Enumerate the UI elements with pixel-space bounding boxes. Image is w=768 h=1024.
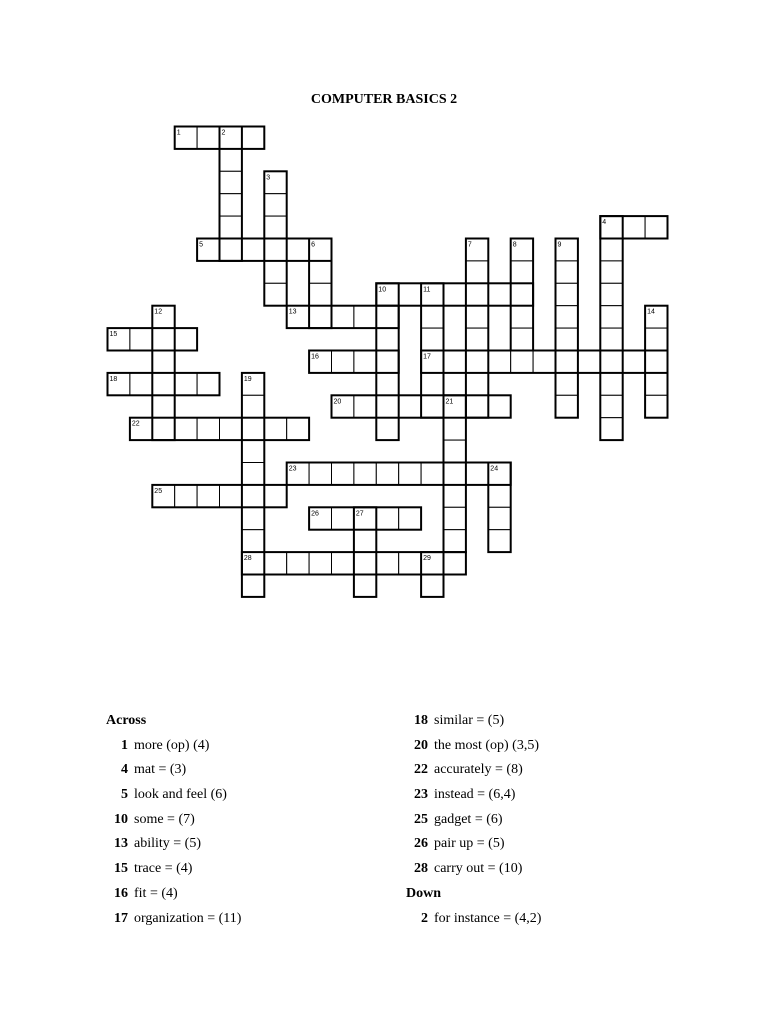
clue-number: 25 (414, 811, 428, 827)
grid-cell[interactable] (175, 418, 197, 440)
grid-cell[interactable] (578, 351, 600, 373)
clue-number-label: 6 (311, 241, 316, 249)
clue-number: 23 (414, 787, 428, 803)
grid-cell[interactable] (332, 306, 354, 328)
clue-number-label: 23 (288, 465, 297, 473)
grid-cell[interactable] (152, 373, 174, 395)
grid-cell[interactable] (376, 328, 398, 350)
clue-number-label: 2 (221, 129, 226, 137)
grid-cell[interactable] (354, 552, 376, 574)
grid-cell[interactable] (376, 507, 398, 529)
clue-number-label: 19 (243, 375, 252, 383)
clue-text: pair up = (5) (434, 836, 505, 852)
grid-cell[interactable] (645, 216, 667, 238)
grid-cell[interactable] (242, 418, 264, 440)
grid-cell[interactable] (287, 418, 309, 440)
grid-cell[interactable] (533, 351, 555, 373)
clue-text: ability = (5) (134, 836, 201, 852)
clue-number-label: 3 (266, 174, 271, 182)
clue-number-label: 27 (355, 510, 364, 518)
grid-cell[interactable] (488, 351, 510, 373)
grid-cell[interactable] (511, 351, 533, 373)
grid-cell[interactable] (645, 328, 667, 350)
grid-cell[interactable] (600, 351, 622, 373)
clue-heading: Across (106, 713, 147, 728)
grid-cell[interactable] (645, 351, 667, 373)
grid-cell[interactable] (600, 261, 622, 283)
grid-cell[interactable] (376, 373, 398, 395)
clue-number-label: 12 (154, 308, 163, 316)
clue-number-label: 9 (557, 241, 562, 249)
clue-number: 2 (421, 910, 428, 926)
clue-text: similar = (5) (434, 713, 505, 728)
page-title: COMPUTER BASICS 2 (310, 92, 458, 107)
clue-number: 4 (121, 762, 128, 778)
clue-list-left (106, 709, 396, 931)
clue-number-label: 21 (445, 398, 454, 406)
clue-item (406, 758, 706, 783)
clue-number-label: 14 (647, 308, 655, 316)
clue-item (106, 857, 396, 882)
clue-number-label: 7 (467, 241, 472, 249)
clue-number: 5 (121, 787, 128, 803)
clue-number-label: 20 (333, 398, 342, 406)
grid-cell[interactable] (264, 239, 286, 261)
grid-cell[interactable] (488, 507, 510, 529)
grid-cell[interactable] (264, 283, 286, 305)
grid-cell[interactable] (421, 373, 443, 395)
grid-cell[interactable] (220, 194, 242, 216)
grid-cell[interactable] (600, 239, 622, 261)
clue-text: the most (op) (3,5) (434, 737, 539, 753)
grid-cell[interactable] (354, 530, 376, 552)
grid-cell[interactable] (152, 395, 174, 417)
grid-cell[interactable] (466, 463, 488, 485)
grid-cell[interactable] (511, 328, 533, 350)
grid-cell[interactable] (466, 306, 488, 328)
grid-cell[interactable] (220, 418, 242, 440)
grid-cell[interactable] (600, 283, 622, 305)
grid-cell[interactable] (444, 418, 466, 440)
clue-number-label: 28 (243, 555, 252, 563)
grid-cell[interactable] (556, 373, 578, 395)
clue-number-label: 16 (311, 353, 319, 361)
grid-cell[interactable] (399, 552, 421, 574)
grid-cell[interactable] (444, 351, 466, 373)
grid-cell[interactable] (376, 395, 398, 417)
grid-cell[interactable] (444, 507, 466, 529)
clue-text: fit = (4) (134, 885, 178, 901)
grid-cell[interactable] (309, 261, 331, 283)
clue-number: 18 (414, 713, 428, 728)
grid-cell[interactable] (511, 261, 533, 283)
clue-text: carry out = (10) (434, 861, 523, 877)
clue-number: 16 (114, 885, 128, 901)
grid-cell[interactable] (264, 418, 286, 440)
clue-item (106, 734, 396, 759)
clue-item (406, 832, 706, 857)
clue-heading: Down (406, 885, 442, 901)
grid-cell[interactable] (376, 418, 398, 440)
grid-cell[interactable] (444, 283, 466, 305)
grid-cell[interactable] (264, 261, 286, 283)
clue-item (406, 808, 706, 833)
grid-cell[interactable] (556, 306, 578, 328)
grid-cell[interactable] (152, 328, 174, 350)
grid-cell[interactable] (488, 530, 510, 552)
clue-text: more (op) (4) (134, 737, 210, 753)
grid-cell[interactable] (421, 328, 443, 350)
grid-cell[interactable] (399, 395, 421, 417)
clue-number: 13 (114, 836, 128, 852)
grid-cell[interactable] (197, 373, 219, 395)
grid-cell[interactable] (376, 463, 398, 485)
clue-item (106, 783, 396, 808)
grid-cell[interactable] (600, 418, 622, 440)
clue-number-label: 8 (512, 241, 517, 249)
grid-cell[interactable] (466, 328, 488, 350)
clue-number-label: 18 (109, 375, 118, 383)
grid-cell[interactable] (444, 463, 466, 485)
grid-cell[interactable] (242, 575, 264, 597)
clue-text: for instance = (4,2) (434, 910, 542, 926)
grid-cell[interactable] (645, 373, 667, 395)
clue-item (406, 734, 706, 759)
clue-number-label: 10 (378, 286, 387, 294)
clue-text: accurately = (8) (434, 762, 523, 778)
grid-cell[interactable] (242, 239, 264, 261)
grid-cell[interactable] (242, 395, 264, 417)
clue-text: gadget = (6) (434, 811, 503, 827)
grid-cell[interactable] (556, 261, 578, 283)
clue-item (106, 832, 396, 857)
grid-cell[interactable] (444, 552, 466, 574)
grid-cell[interactable] (264, 216, 286, 238)
grid-cell[interactable] (309, 306, 331, 328)
grid-cell[interactable] (556, 351, 578, 373)
grid-cell[interactable] (130, 328, 152, 350)
grid-cell[interactable] (376, 552, 398, 574)
grid-cell[interactable] (488, 395, 510, 417)
grid-cell[interactable] (309, 552, 331, 574)
clue-number: 10 (114, 811, 128, 827)
grid-cell[interactable] (309, 283, 331, 305)
grid-cell[interactable] (623, 216, 645, 238)
grid-cell[interactable] (466, 373, 488, 395)
grid-cell[interactable] (354, 463, 376, 485)
grid-cell[interactable] (399, 283, 421, 305)
clue-item (106, 907, 396, 932)
clue-list-right (406, 709, 706, 931)
clue-text: trace = (4) (134, 861, 193, 877)
grid-cell[interactable] (287, 552, 309, 574)
clue-number-label: 1 (176, 129, 181, 137)
grid-cell[interactable] (556, 328, 578, 350)
grid-cell[interactable] (242, 507, 264, 529)
grid-cell[interactable] (444, 440, 466, 462)
grid-cell[interactable] (264, 552, 286, 574)
grid-cell[interactable] (197, 485, 219, 507)
clue-item (106, 808, 396, 833)
clue-text: some = (7) (134, 811, 195, 827)
grid-cell[interactable] (466, 283, 488, 305)
grid-cell[interactable] (197, 418, 219, 440)
grid-cell[interactable] (264, 485, 286, 507)
grid-cell[interactable] (376, 306, 398, 328)
grid-cell[interactable] (511, 306, 533, 328)
grid-cell[interactable] (242, 440, 264, 462)
grid-cell[interactable] (421, 395, 443, 417)
clue-number-label: 15 (109, 331, 118, 339)
grid-cell[interactable] (220, 485, 242, 507)
grid-cell[interactable] (354, 395, 376, 417)
grid-cell[interactable] (488, 283, 510, 305)
grid-cell[interactable] (466, 395, 488, 417)
grid-cell[interactable] (152, 418, 174, 440)
grid-cell[interactable] (444, 485, 466, 507)
grid-cell[interactable] (645, 395, 667, 417)
grid-cell[interactable] (242, 530, 264, 552)
grid-cell[interactable] (466, 261, 488, 283)
clue-number: 17 (114, 910, 128, 926)
clue-item (406, 709, 706, 734)
grid-cell[interactable] (152, 351, 174, 373)
clue-number-label: 13 (288, 308, 297, 316)
grid-cell[interactable] (332, 552, 354, 574)
clue-number-label: 17 (423, 353, 431, 361)
clue-number-label: 26 (311, 510, 319, 518)
clue-number: 26 (414, 836, 428, 852)
grid-cell[interactable] (556, 395, 578, 417)
grid-cell[interactable] (556, 283, 578, 305)
clue-number: 22 (414, 762, 428, 778)
grid-cell[interactable] (242, 463, 264, 485)
grid-cell[interactable] (220, 149, 242, 171)
grid-cell[interactable] (421, 306, 443, 328)
grid-cell[interactable] (220, 171, 242, 193)
grid-cell[interactable] (600, 306, 622, 328)
grid-cell[interactable] (130, 373, 152, 395)
clue-number: 28 (414, 861, 428, 877)
grid-cell[interactable] (287, 239, 309, 261)
clue-text: mat = (3) (134, 762, 187, 778)
clue-number-label: 4 (602, 219, 607, 227)
grid-cell[interactable] (421, 463, 443, 485)
clue-number-label: 22 (131, 420, 140, 428)
clue-number: 15 (114, 861, 128, 877)
grid-cell[interactable] (466, 351, 488, 373)
grid-cell[interactable] (309, 463, 331, 485)
clue-number: 20 (414, 737, 428, 753)
grid-cell[interactable] (354, 306, 376, 328)
grid-cell[interactable] (600, 395, 622, 417)
grid-cell[interactable] (332, 351, 354, 373)
clue-item (106, 758, 396, 783)
clue-number: 1 (121, 737, 128, 753)
grid-cell[interactable] (399, 507, 421, 529)
grid-cell[interactable] (332, 507, 354, 529)
clue-number-label: 24 (490, 465, 499, 473)
grid-cell[interactable] (600, 373, 622, 395)
grid-cell[interactable] (421, 575, 443, 597)
grid-cell[interactable] (332, 463, 354, 485)
grid-cell[interactable] (197, 127, 219, 149)
grid-cell[interactable] (242, 127, 264, 149)
clue-item (106, 882, 396, 907)
clue-number-label: 5 (199, 241, 204, 249)
clue-text: look and feel (6) (134, 787, 227, 803)
grid-cell[interactable] (354, 575, 376, 597)
grid-cell[interactable] (511, 283, 533, 305)
grid-cell[interactable] (220, 239, 242, 261)
grid-cell[interactable] (354, 351, 376, 373)
grid-cell[interactable] (175, 328, 197, 350)
grid-cell[interactable] (220, 216, 242, 238)
grid-cell[interactable] (444, 530, 466, 552)
grid-cell[interactable] (264, 194, 286, 216)
grid-cell[interactable] (175, 485, 197, 507)
grid-cell[interactable] (242, 485, 264, 507)
clue-number-label: 25 (154, 487, 163, 495)
grid-cell[interactable] (175, 373, 197, 395)
clue-text: organization = (11) (134, 910, 242, 926)
clue-number-label: 29 (423, 555, 431, 563)
clue-item (406, 857, 706, 882)
clue-item (406, 783, 706, 808)
clue-number-label: 11 (423, 286, 431, 294)
grid-cell[interactable] (488, 485, 510, 507)
grid-cell[interactable] (623, 351, 645, 373)
clue-item (406, 907, 706, 932)
grid-cell[interactable] (399, 463, 421, 485)
grid-cell[interactable] (600, 328, 622, 350)
grid-cell[interactable] (376, 351, 398, 373)
clue-text: instead = (6,4) (434, 787, 516, 803)
